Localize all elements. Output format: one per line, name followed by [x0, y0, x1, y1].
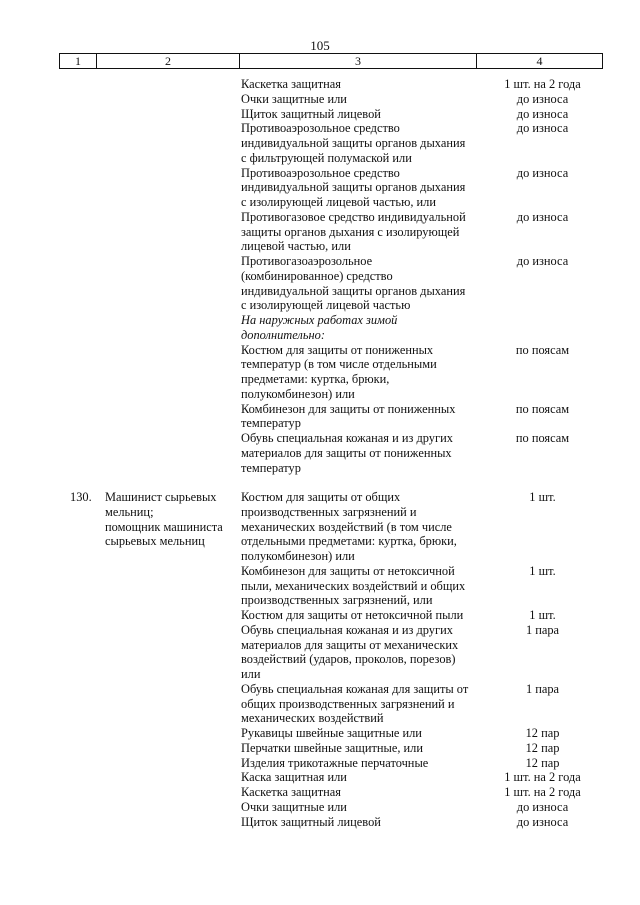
item-name-line: индивидуальной защиты органов дыхания: [241, 283, 466, 298]
item-name-line: Очки защитные или: [241, 91, 347, 106]
item-name-line: Обувь специальная кожаная для защиты от: [241, 681, 469, 696]
item-norm: до износа: [516, 91, 569, 106]
item-name-line: пыли, механических воздействий и общих: [241, 578, 466, 593]
profession-line: сырьевых мельниц: [105, 534, 205, 549]
item-name-line: общих производственных загрязнений и: [241, 696, 455, 711]
item-name-line: Перчатки швейные защитные, или: [241, 740, 423, 755]
item-norm: до износа: [516, 165, 569, 180]
header-col-3: 3: [240, 54, 477, 68]
item-name-line: материалов для защиты от механических: [241, 637, 459, 652]
profession-line: помощник машиниста: [105, 519, 223, 534]
item-name-line: Противогазоаэрозольное: [241, 254, 373, 268]
item-name-line: производственных загрязнений и: [241, 504, 417, 519]
item-name-line: механических воздействий (в том числе: [241, 519, 452, 534]
item-name-line: индивидуальной защиты органов дыхания: [241, 180, 466, 195]
item-name-line: предметами: куртка, брюки,: [241, 372, 390, 386]
item-norm: 1 шт.: [529, 490, 556, 504]
item-norm: до износа: [516, 106, 569, 121]
item-name-line: температур (в том числе отдельными: [241, 357, 437, 372]
item-name-line: Обувь специальная кожаная и из других: [241, 431, 453, 445]
item-name-line: Комбинезон для защиты от нетоксичной: [241, 563, 455, 578]
item-name-line: температур: [241, 460, 301, 475]
item-name-line: полукомбинезон) или: [241, 386, 355, 401]
item-name-line: отдельными предметами: куртка, брюки,: [241, 534, 457, 549]
item-name-line: Костюм для защиты от пониженных: [241, 342, 434, 357]
section-note: На наружных работах зимой: [241, 313, 398, 327]
table-header: [59, 53, 603, 69]
item-name-line: температур: [241, 416, 301, 431]
item-name-line: Противоаэрозольное средство: [241, 121, 400, 136]
item-norm: по поясам: [515, 401, 570, 416]
item-name-line: Комбинезон для защиты от пониженных: [241, 401, 456, 416]
item-name-line: Изделия трикотажные перчаточные: [241, 755, 429, 770]
page-number: 105: [310, 38, 330, 53]
item-name-line: Щиток защитный лицевой: [241, 814, 381, 829]
item-name-line: Противоаэрозольное средство: [241, 165, 400, 180]
item-norm: по поясам: [515, 431, 570, 445]
item-name-line: полукомбинезон) или: [241, 549, 355, 563]
item-norm: 1 шт.: [529, 563, 556, 578]
item-name-line: Щиток защитный лицевой: [241, 106, 381, 121]
item-name-line: с изолирующей лицевой частью: [241, 298, 411, 313]
header-col-2: 2: [97, 54, 240, 68]
profession-line: мельниц;: [105, 504, 154, 519]
item-norm: 1 шт. на 2 года: [504, 77, 581, 91]
item-name-line: Костюм для защиты от общих: [241, 490, 401, 504]
profession-line: Машинист сырьевых: [105, 490, 217, 504]
item-name-line: воздействий (ударов, проколов, порезов): [241, 652, 456, 667]
item-norm: 1 шт.: [529, 608, 556, 622]
item-name-line: Обувь специальная кожаная и из других: [241, 622, 453, 637]
item-name-line: с фильтрующей полумаской или: [241, 150, 412, 165]
item-name-line: Рукавицы швейные защитные или: [241, 726, 422, 740]
item-norm: до износа: [516, 799, 569, 814]
item-norm: до износа: [516, 121, 569, 136]
item-norm: 12 пар: [525, 726, 560, 740]
section-note: дополнительно:: [241, 327, 325, 342]
item-name-line: Очки защитные или: [241, 799, 347, 814]
header-col-4: 4: [536, 54, 543, 68]
row-number: 130.: [70, 490, 92, 504]
item-name-line: производственных загрязнений, или: [241, 593, 433, 608]
item-norm: до износа: [516, 209, 569, 224]
item-name-line: с изолирующей лицевой частью, или: [241, 195, 436, 209]
item-norm: 12 пар: [525, 740, 560, 755]
header-col-1: 1: [60, 54, 97, 68]
item-norm: по поясам: [515, 342, 570, 357]
item-norm: до износа: [516, 254, 569, 268]
item-name-line: механических воздействий: [241, 711, 384, 726]
item-name-line: Каскетка защитная: [241, 785, 341, 799]
item-norm: до износа: [516, 814, 569, 829]
item-name-line: Каскетка защитная: [241, 77, 341, 91]
item-name-line: лицевой частью, или: [241, 239, 351, 254]
item-name-line: защиты органов дыхания с изолирующей: [241, 224, 460, 239]
item-name-line: Костюм для защиты от нетоксичной пыли: [241, 608, 464, 622]
item-norm: 1 пара: [525, 622, 560, 637]
item-name-line: Каска защитная или: [241, 770, 347, 785]
item-name-line: материалов для защиты от пониженных: [241, 445, 452, 460]
item-norm: 1 пара: [525, 681, 560, 696]
item-name-line: индивидуальной защиты органов дыхания: [241, 136, 466, 150]
item-name-line: или: [241, 667, 261, 681]
item-name-line: (комбинированное) средство: [241, 268, 393, 283]
item-norm: 1 шт. на 2 года: [504, 770, 581, 785]
item-norm: 12 пар: [525, 755, 560, 770]
item-norm: 1 шт. на 2 года: [504, 785, 581, 799]
item-name-line: Противогазовое средство индивидуальной: [241, 209, 466, 224]
